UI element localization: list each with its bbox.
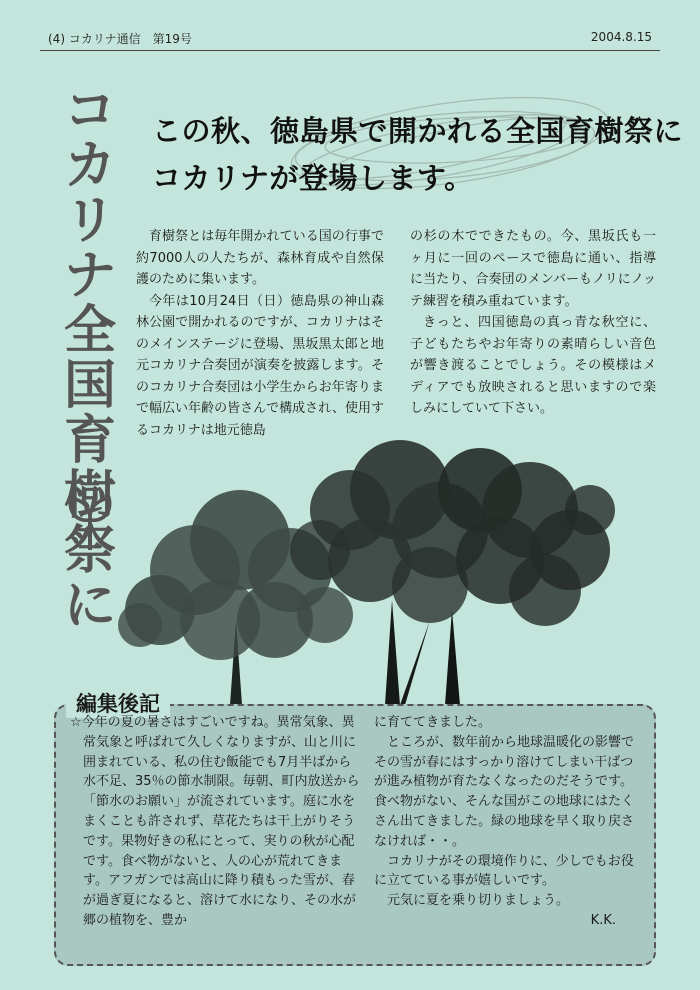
article-paragraph: 今年は10月24日（日）徳島県の神山森林公園で開かれるのですが、コカリナはそのメインステージに登場、黒坂黒太郎と地元コカリナ合奏団が演奏を披露します。そのコカリナ合奏団は小学生からお年寄りまで幅広い年齢の皆さんで構成され、使用するコカリナは地元徳島 bbox=[136, 293, 384, 438]
postscript-column-2 bbox=[374, 713, 642, 931]
header-rule bbox=[40, 50, 660, 51]
headline bbox=[152, 108, 683, 202]
postscript-paragraph: ☆今年の夏の暑さはすごいですね。異常気象、異常気象と呼ばれて久しくなりますが、山と川に囲まれている、私の住む飯能でも7月半ばから水不足、35％の節水制限。毎朝、町内放送から「節水のお願い」が流されています。庭に水をまくことも許されず、草花たちは干上がりそうです。果物好きの私にとって、実りの秋が心配です。食べ物がないと、人の心が荒れてきます。アフガンでは高山に降り積もった雪が、春が過ぎ夏になると、溶けて水になり、その水が郷の植物を、豊か bbox=[70, 715, 360, 928]
article-paragraph: きっと、四国徳島の真っ青な秋空に、子どもたちやお年寄りの素晴らしい音色が響き渡ることでしょう。その模様はメディアでも放映されると思いますので楽しみにしていて下さい。 bbox=[410, 315, 656, 416]
headline-line-2: コカリナが登場します。 bbox=[152, 161, 474, 195]
postscript-title: 編集後記 bbox=[66, 690, 170, 718]
issue-label: (4) コカリナ通信 第19号 bbox=[48, 32, 192, 46]
article-column-1 bbox=[136, 226, 384, 441]
article-paragraph: の杉の木でできたもの。今、黒坂氏も一ヶ月に一回のペースで徳島に通い、指導に当たり、合奏団のメンバーもノリにノッテ練習を積み重ねています。 bbox=[410, 229, 656, 309]
issue-date: 2004.8.15 bbox=[590, 30, 652, 44]
headline-line-1: この秋、徳島県で開かれる全国育樹祭に bbox=[152, 114, 684, 148]
postscript-paragraph: 元気に夏を乗り切りましょう。 bbox=[387, 893, 570, 909]
postscript-paragraph: に育ててきました。 bbox=[374, 715, 492, 730]
tree-right bbox=[438, 448, 615, 705]
article-paragraph: 育樹祭とは毎年開かれている国の行事で約7000人の人たちが、森林育成や自然保護のために集います。 bbox=[136, 229, 384, 287]
postscript-paragraph: コカリナがその環境作りに、少しでもお役に立てている事が嬉しいです。 bbox=[374, 853, 634, 889]
postscript-column-1 bbox=[70, 713, 360, 931]
trees-illustration bbox=[100, 420, 620, 710]
article-column-2 bbox=[410, 226, 656, 420]
postscript-paragraph: ところが、数年前から地球温暖化の影響でその雪が春にはすっかり溶けてしまい干ばつが進み植物が育たなくなったのだそうです。食べ物がない、そんな国がこの地球にはたくさん出てきました。緑の地球を早く取り戻さなければ・・。 bbox=[374, 734, 635, 849]
signature: K.K. bbox=[590, 912, 616, 928]
vertical-title: コカリナ全国育樹祭に bbox=[63, 81, 116, 636]
